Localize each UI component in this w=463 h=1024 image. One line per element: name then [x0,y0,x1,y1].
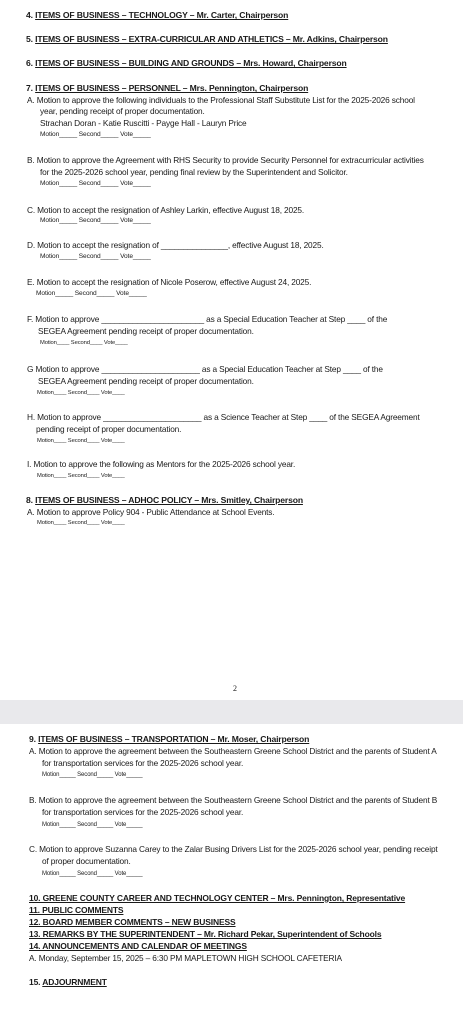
motion-line-7h: Motion____ Second____ Vote____ [37,438,125,444]
section-number: 9. [29,734,36,744]
item-7a-names: Strachan Doran - Katie Ruscitti - Payge Hall - Lauryn Price [40,118,247,128]
section-number: 4. [26,10,33,20]
item-7g-line1: G Motion to approve ______________________ as a Special Education Teacher at Step ____ of the [27,364,383,374]
section-7-heading [26,84,308,93]
item-7b-line1: B. Motion to approve the Agreement with RHS Security to provide Security Personnel for extracurricular activities [27,155,424,165]
item-7h-line2: pending receipt of proper documentation. [36,424,182,434]
section-title: ITEMS OF BUSINESS – ADHOC POLICY – Mrs. Smitley, Chairperson [35,495,303,505]
section-title: ITEMS OF BUSINESS – EXTRA-CURRICULAR AND ATHLETICS – Mr. Adkins, Chairperson [35,34,388,44]
motion-line-7b: Motion_____ Second_____ Vote_____ [40,180,151,187]
section-number: 8. [26,495,33,505]
item-9a-line1: A. Motion to approve the agreement between the Southeastern Greene School District and the parents of Student A [29,746,437,756]
item-7i: I. Motion to approve the following as Mentors for the 2025-2026 school year. [27,459,296,469]
item-9a-line2: for transportation services for the 2025-2026 school year. [42,758,244,768]
motion-line-7a: Motion_____ Second_____ Vote_____ [40,131,151,138]
section-10-heading: 10. GREENE COUNTY CAREER AND TECHNOLOGY CENTER – Mrs. Pennington, Representative [29,893,406,903]
item-7h-line1: H. Motion to approve ______________________ as a Science Teacher at Step ____ of the SEGEA Agreement [27,412,420,422]
item-8a: A. Motion to approve Policy 904 - Public Attendance at School Events. [27,507,275,517]
motion-line-8a: Motion____ Second____ Vote____ [37,520,125,526]
section-number: 15. [29,977,41,987]
item-9b-line2: for transportation services for the 2025-2026 school year. [42,807,244,817]
section-title: ADJOURNMENT [42,977,107,987]
section-8-heading [26,496,303,505]
item-7e: E. Motion to accept the resignation of Nicole Poserow, effective August 24, 2025. [27,277,312,287]
section-title: ITEMS OF BUSINESS – TRANSPORTATION – Mr. Moser, Chairperson [38,734,310,744]
motion-line-7f: Motion____ Second____ Vote____ [40,340,128,346]
motion-line-7c: Motion_____ Second_____ Vote_____ [40,217,151,224]
section-number: 6. [26,58,33,68]
motion-line-9a: Motion_____ Second_____ Vote_____ [42,772,143,778]
motion-line-7d: Motion_____ Second_____ Vote_____ [40,253,151,260]
item-14a: A. Monday, September 15, 2025 – 6:30 PM MAPLETOWN HIGH SCHOOL CAFETERIA [29,953,342,963]
item-7c: C. Motion to accept the resignation of Ashley Larkin, effective August 18, 2025. [27,205,305,215]
item-9c-line2: of proper documentation. [42,856,131,866]
section-title: ITEMS OF BUSINESS – BUILDING AND GROUNDS – Mrs. Howard, Chairperson [35,58,347,68]
section-5-heading [26,35,388,44]
motion-line-7e: Motion_____ Second_____ Vote_____ [36,290,147,297]
item-7a-line1: A. Motion to approve the following individuals to the Professional Staff Substitute List for the 2025-2026 school [27,95,415,105]
item-7f-line2: SEGEA Agreement pending receipt of proper documentation. [38,326,254,336]
section-4-heading [26,11,288,20]
section-number: 7. [26,83,33,93]
item-7d: D. Motion to accept the resignation of _______________, effective August 18, 2025. [27,240,324,250]
motion-line-7i: Motion____ Second____ Vote____ [37,473,125,479]
section-number: 5. [26,34,33,44]
item-7a-line2: year, pending receipt of proper documentation. [40,106,205,116]
motion-line-7g: Motion____ Second____ Vote____ [37,390,125,396]
section-13-heading: 13. REMARKS BY THE SUPERINTENDENT – Mr. Richard Pekar, Superintendent of Schools [29,929,382,939]
section-11-heading: 11. PUBLIC COMMENTS [29,905,124,915]
section-12-heading: 12. BOARD MEMBER COMMENTS – NEW BUSINESS [29,917,236,927]
section-9-heading [29,735,309,744]
section-title: ITEMS OF BUSINESS – PERSONNEL – Mrs. Pennington, Chairperson [35,83,309,93]
motion-line-9b: Motion_____ Second_____ Vote_____ [42,822,143,828]
item-7g-line2: SEGEA Agreement pending receipt of proper documentation. [38,376,254,386]
page-number: 2 [233,684,237,693]
item-7f-line1: F. Motion to approve _______________________ as a Special Education Teacher at Step ____ of the [27,314,388,324]
item-9b-line1: B. Motion to approve the agreement between the Southeastern Greene School District and the parents of Student B [29,795,438,805]
page-gap [0,700,463,724]
section-6-heading [26,59,347,68]
motion-line-9c: Motion_____ Second_____ Vote_____ [42,871,143,877]
document-page-2 [0,724,463,1024]
section-title: ITEMS OF BUSINESS – TECHNOLOGY – Mr. Carter, Chairperson [35,10,289,20]
item-9c-line1: C. Motion to approve Suzanna Carey to the Zalar Busing Drivers List for the 2025-2026 school year, pending receipt [29,844,438,854]
item-7b-line2: for the 2025-2026 school year, pending final review by the Superintendent and Solicitor. [40,167,348,177]
section-14-heading: 14. ANNOUNCEMENTS AND CALENDAR OF MEETINGS [29,941,247,951]
section-15-heading [29,978,107,987]
